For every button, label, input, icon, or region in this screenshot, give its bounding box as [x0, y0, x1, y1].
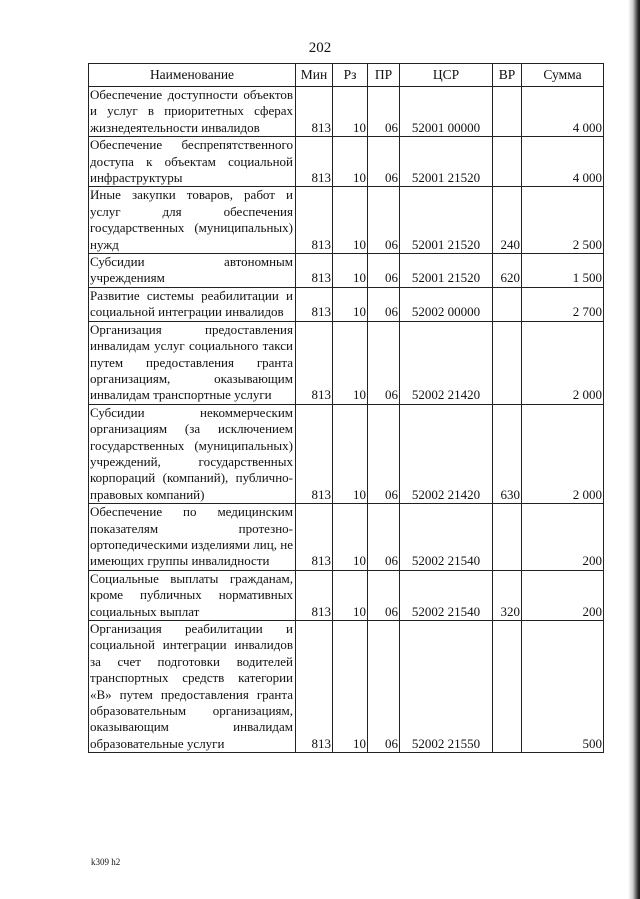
row-min: 813 — [296, 187, 333, 254]
row-sum: 4 000 — [522, 87, 604, 137]
row-min: 813 — [296, 254, 333, 288]
row-sum: 2 000 — [522, 404, 604, 503]
row-sum: 2 500 — [522, 187, 604, 254]
row-rz: 10 — [333, 87, 368, 137]
row-csr: 52002 21420 — [400, 321, 493, 404]
table-row — [89, 187, 604, 254]
row-vr — [493, 137, 522, 187]
row-sum: 4 000 — [522, 137, 604, 187]
table-header-row — [89, 64, 604, 87]
row-name: Обеспечение беспрепятственного доступа к объектам социальной инфраструктуры — [89, 137, 296, 187]
row-min: 813 — [296, 404, 333, 503]
table-row — [89, 287, 604, 321]
row-csr: 52002 00000 — [400, 287, 493, 321]
row-rz: 10 — [333, 254, 368, 288]
row-name: Обеспечение по медицинским показателям протезно-ортопедическими изделиями лиц, не имеющих группы инвалидности — [89, 504, 296, 571]
row-pr: 06 — [368, 621, 400, 753]
row-min: 813 — [296, 287, 333, 321]
row-pr: 06 — [368, 504, 400, 571]
row-name: Субсидии автономным учреждениям — [89, 254, 296, 288]
row-pr: 06 — [368, 254, 400, 288]
row-csr: 52001 21520 — [400, 254, 493, 288]
row-rz: 10 — [333, 404, 368, 503]
table-row — [89, 137, 604, 187]
header-csr: ЦСР — [400, 64, 493, 87]
row-name: Субсидии некоммерческим организациям (за исключением государственных (муниципальных) учреждений, государственных корпораций (компаний), публично-правовых компаний) — [89, 404, 296, 503]
row-sum: 1 500 — [522, 254, 604, 288]
header-rz: Рз — [333, 64, 368, 87]
row-min: 813 — [296, 137, 333, 187]
row-pr: 06 — [368, 287, 400, 321]
row-csr: 52001 21520 — [400, 187, 493, 254]
row-vr — [493, 504, 522, 571]
row-pr: 06 — [368, 321, 400, 404]
table-row — [89, 321, 604, 404]
row-sum: 2 000 — [522, 321, 604, 404]
row-vr: 620 — [493, 254, 522, 288]
row-sum: 500 — [522, 621, 604, 753]
header-sum: Сумма — [522, 64, 604, 87]
row-rz: 10 — [333, 137, 368, 187]
table-row — [89, 254, 604, 288]
row-rz: 10 — [333, 187, 368, 254]
row-csr: 52002 21540 — [400, 504, 493, 571]
row-pr: 06 — [368, 87, 400, 137]
row-vr — [493, 87, 522, 137]
row-vr: 320 — [493, 570, 522, 620]
page-number: 202 — [308, 40, 332, 56]
row-rz: 10 — [333, 504, 368, 571]
row-name: Социальные выплаты гражданам, кроме публичных нормативных социальных выплат — [89, 570, 296, 620]
row-min: 813 — [296, 504, 333, 571]
row-rz: 10 — [333, 287, 368, 321]
table-row — [89, 404, 604, 503]
row-sum: 2 700 — [522, 287, 604, 321]
row-min: 813 — [296, 321, 333, 404]
row-pr: 06 — [368, 404, 400, 503]
footer-code: k309 h2 — [91, 857, 121, 867]
row-min: 813 — [296, 570, 333, 620]
header-min: Мин — [296, 64, 333, 87]
budget-table — [88, 63, 604, 753]
row-vr — [493, 287, 522, 321]
row-name: Развитие системы реабилитации и социальной интеграции инвалидов — [89, 287, 296, 321]
table-row — [89, 621, 604, 753]
row-csr: 52002 21540 — [400, 570, 493, 620]
row-name: Иные закупки товаров, работ и услуг для обеспечения государственных (муниципальных) нужд — [89, 187, 296, 254]
row-csr: 52002 21420 — [400, 404, 493, 503]
row-min: 813 — [296, 87, 333, 137]
table-row — [89, 570, 604, 620]
row-rz: 10 — [333, 570, 368, 620]
row-sum: 200 — [522, 570, 604, 620]
row-vr: 630 — [493, 404, 522, 503]
table-row — [89, 87, 604, 137]
row-name: Обеспечение доступности объектов и услуг в приоритетных сферах жизнедеятельности инвалидов — [89, 87, 296, 137]
header-name: Наименование — [89, 64, 296, 87]
row-vr: 240 — [493, 187, 522, 254]
row-pr: 06 — [368, 137, 400, 187]
row-pr: 06 — [368, 187, 400, 254]
row-csr: 52002 21550 — [400, 621, 493, 753]
row-rz: 10 — [333, 321, 368, 404]
header-pr: ПР — [368, 64, 400, 87]
row-vr — [493, 621, 522, 753]
row-rz: 10 — [333, 621, 368, 753]
row-sum: 200 — [522, 504, 604, 571]
row-csr: 52001 21520 — [400, 137, 493, 187]
table-row — [89, 504, 604, 571]
row-name: Организация реабилитации и социальной интеграции инвалидов за счет подготовки водителей транспортных средств категории «В» путем предоставления гранта образовательным организациям, оказывающим инвалидам образовательные услуги — [89, 621, 296, 753]
row-pr: 06 — [368, 570, 400, 620]
scan-edge-shadow — [628, 0, 640, 899]
row-min: 813 — [296, 621, 333, 753]
header-vr: ВР — [493, 64, 522, 87]
row-name: Организация предоставления инвалидам услуг социального такси путем предоставления гранта организациям, оказывающим инвалидам транспортные услуги — [89, 321, 296, 404]
row-vr — [493, 321, 522, 404]
row-csr: 52001 00000 — [400, 87, 493, 137]
